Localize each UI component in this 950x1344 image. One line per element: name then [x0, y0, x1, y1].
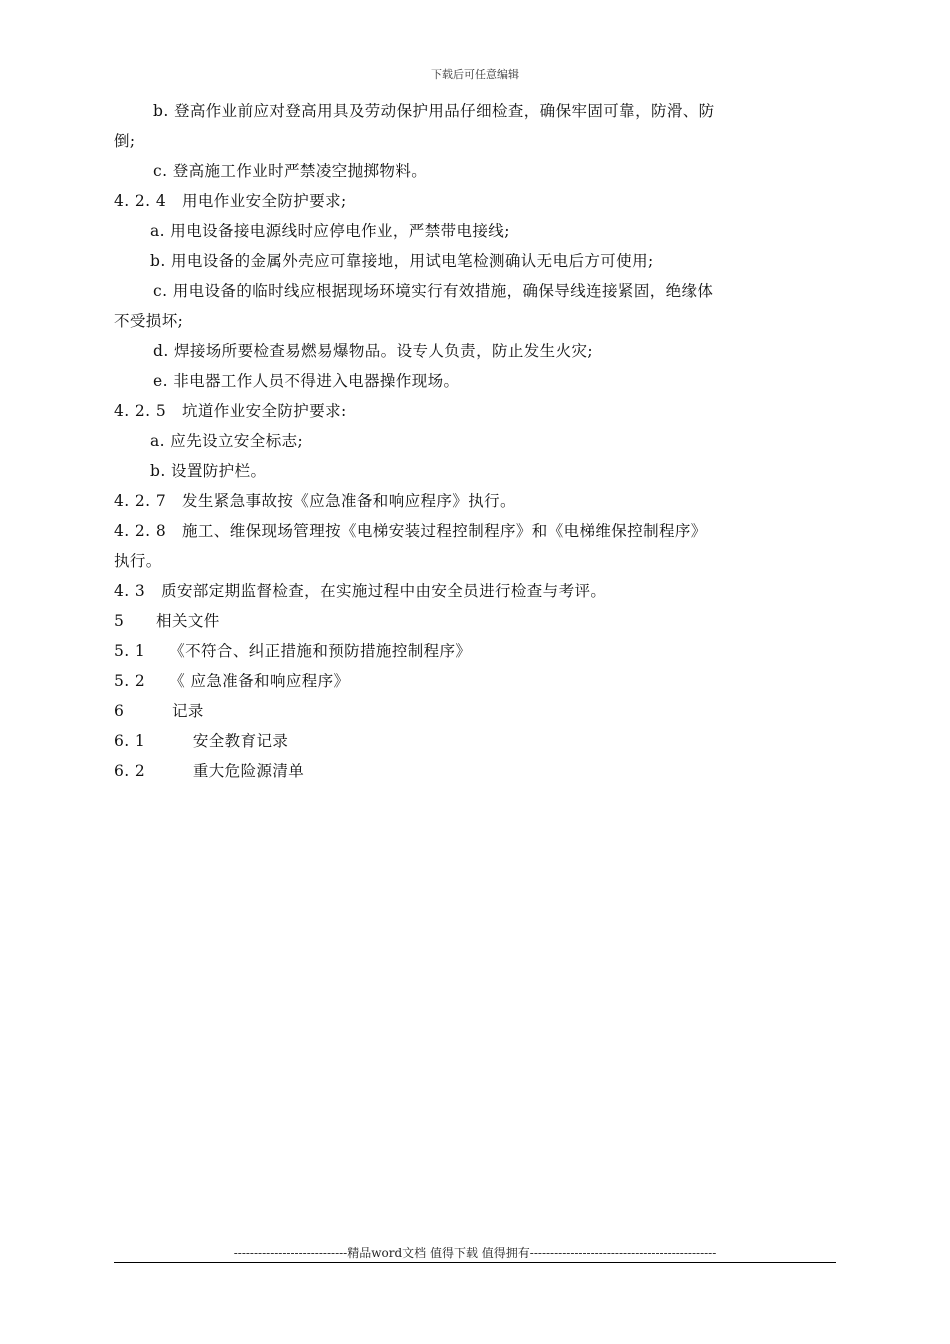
text-line: a. 用电设备接电源线时应停电作业，严禁带电接线;	[150, 222, 510, 240]
section-heading: 5 相关文件	[114, 612, 220, 630]
text-line: c. 用电设备的临时线应根据现场环境实行有效措施，确保导线连接紧固，绝缘体	[153, 282, 714, 300]
text-line: b. 设置防护栏。	[150, 462, 267, 480]
text-line: b. 登高作业前应对登高用具及劳动保护用品仔细检查，确保牢固可靠，防滑、防	[153, 102, 715, 120]
text-line: d. 焊接场所要检查易燃易爆物品。设专人负责，防止发生火灾;	[153, 342, 594, 360]
text-line: e. 非电器工作人员不得进入电器操作现场。	[153, 372, 460, 390]
text-line: 不受损坏;	[114, 312, 184, 330]
list-item: 6. 2 重大危险源清单	[114, 762, 305, 780]
section-heading: 4. 2. 8 施工、维保现场管理按《电梯安装过程控制程序》和《电梯维保控制程序》	[114, 522, 707, 540]
section-heading: 4. 3 质安部定期监督检查，在实施过程中由安全员进行检查与考评。	[114, 582, 607, 600]
footer-divider	[114, 1262, 836, 1263]
list-item: 5. 1 《不符合、纠正措施和预防措施控制程序》	[114, 642, 472, 660]
page-header: 下载后可任意编辑	[431, 68, 519, 81]
document-body	[114, 96, 836, 786]
page-footer: ----------------------------精品word文档 值得下载 值得拥有----------------------------------------------	[233, 1246, 717, 1260]
section-heading: 4. 2. 7 发生紧急事故按《应急准备和响应程序》执行。	[114, 492, 516, 510]
list-item: 6. 1 安全教育记录	[114, 732, 289, 750]
text-line: c. 登高施工作业时严禁凌空抛掷物料。	[153, 162, 428, 180]
text-line: b. 用电设备的金属外壳应可靠接地，用试电笔检测确认无电后方可使用;	[150, 252, 654, 270]
text-line: 倒;	[114, 132, 136, 150]
list-item: 5. 2 《 应急准备和响应程序》	[114, 672, 350, 690]
section-heading: 4. 2. 4 用电作业安全防护要求;	[114, 192, 347, 210]
text-line: 执行。	[114, 552, 162, 570]
section-heading: 6 记录	[114, 702, 204, 720]
section-heading: 4. 2. 5 坑道作业安全防护要求:	[114, 402, 347, 420]
text-line: a. 应先设立安全标志;	[150, 432, 304, 450]
